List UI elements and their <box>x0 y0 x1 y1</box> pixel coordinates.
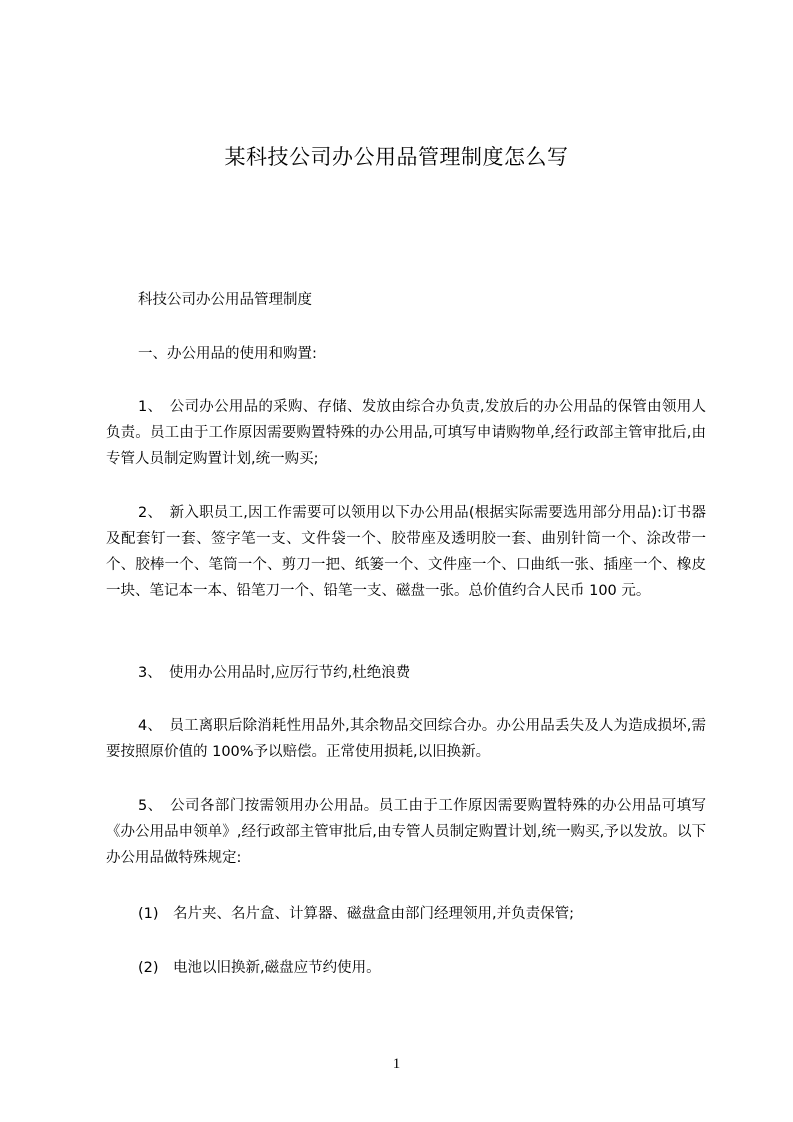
document-subtitle: 科技公司办公用品管理制度 <box>138 292 312 308</box>
page-title: 某科技公司办公用品管理制度怎么写 <box>224 145 569 169</box>
section-heading: 一、办公用品的使用和购置: <box>138 346 317 362</box>
sub-list-item: (2) 电池以旧换新,磁盘应节约使用。 <box>138 960 381 976</box>
list-item: 1、 公司办公用品的采购、存储、发放由综合办负责,发放后的办公用品的保管由领用人负责。员工由于工作原因需要购置特殊的办公用品,可填写申请购物单,经行政部主管审批后,由专管人员制定购置计划,统一购买; <box>106 399 706 467</box>
list-item: 3、 使用办公用品时,应厉行节约,杜绝浪费 <box>138 665 411 681</box>
list-item: 2、 新入职员工,因工作需要可以领用以下办公用品(根据实际需要选用部分用品):订书器及配套钉一套、签字笔一支、文件袋一个、胶带座及透明胶一套、曲别针筒一个、涂改带一个、胶棒一个、笔筒一个、剪刀一把、纸篓一个、文件座一个、口曲纸一张、插座一个、橡皮一块、笔记本一本、铅笔刀一个、铅笔一支、磁盘一张。总价值约合人民币 100 元。 <box>106 505 706 599</box>
page-number: 1 <box>392 1056 401 1072</box>
sub-list-item: (1) 名片夹、名片盒、计算器、磁盘盒由部门经理领用,并负责保管; <box>138 906 575 922</box>
list-item: 4、 员工离职后除消耗性用品外,其余物品交回综合办。办公用品丢失及人为造成损坏,需要按照原价值的 100%予以赔偿。正常使用损耗,以旧换新。 <box>106 718 706 760</box>
list-item: 5、 公司各部门按需领用办公用品。员工由于工作原因需要购置特殊的办公用品可填写《办公用品申领单》,经行政部主管审批后,由专管人员制定购置计划,统一购买,予以发放。以下办公用品做特殊规定: <box>106 798 706 866</box>
